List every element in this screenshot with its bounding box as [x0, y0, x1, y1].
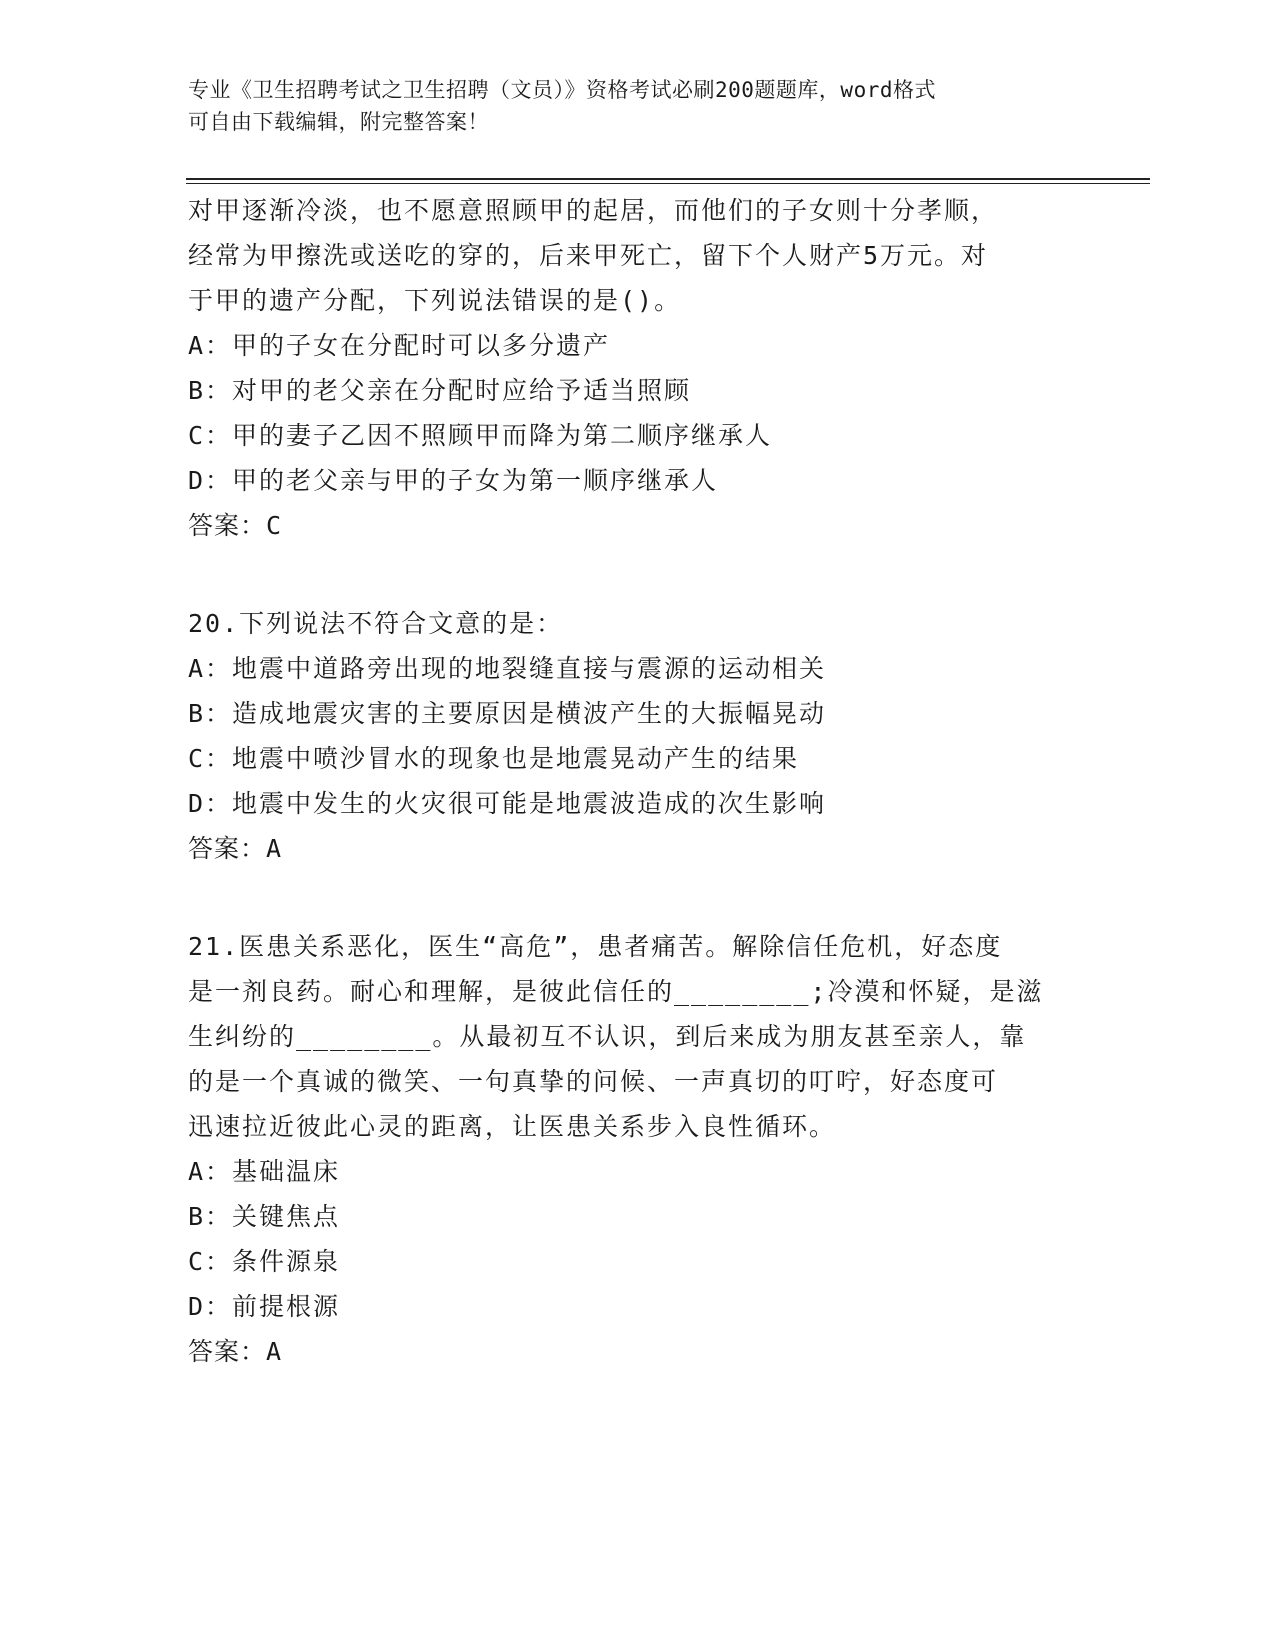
header-line-2: 可自由下载编辑，附完整答案！ — [188, 110, 489, 134]
answer-value: A — [266, 834, 283, 863]
header-rule-thick — [186, 178, 1150, 180]
question-stem-line: 对甲逐渐冷淡，也不愿意照顾甲的起居，而他们的子女则十分孝顺， — [188, 196, 999, 225]
question-20 — [188, 601, 1088, 871]
question-stem-line: 的是一个真诚的微笑、一句真挚的问候、一声真切的叮咛，好态度可 — [188, 1067, 999, 1096]
answer-label: 答案： — [188, 511, 267, 540]
question-stem-line: 20.下列说法不符合文意的是： — [188, 609, 564, 638]
answer-line — [188, 1329, 1088, 1374]
question-21 — [188, 924, 1088, 1374]
option-b: B：造成地震灾害的主要原因是横波产生的大振幅晃动 — [188, 699, 827, 728]
answer-line — [188, 503, 1088, 548]
answer-value: C — [266, 511, 283, 540]
option-a: A：甲的子女在分配时可以多分遗产 — [188, 331, 611, 360]
header-rule-thin — [186, 183, 1150, 184]
header-line-1: 专业《卫生招聘考试之卫生招聘（文员）》资格考试必刷200题题库，word格式 — [188, 78, 936, 102]
question-19 — [188, 188, 1088, 548]
question-stem-line: 于甲的遗产分配，下列说法错误的是()。 — [188, 286, 682, 315]
option-a: A：基础温床 — [188, 1157, 341, 1186]
option-c: C：地震中喷沙冒水的现象也是地震晃动产生的结果 — [188, 744, 800, 773]
option-b: B：对甲的老父亲在分配时应给予适当照顾 — [188, 376, 692, 405]
question-stem-line: 21.医患关系恶化，医生“高危”，患者痛苦。解除信任危机，好态度 — [188, 932, 1003, 961]
answer-label: 答案： — [188, 1337, 267, 1366]
option-a: A：地震中道路旁出现的地裂缝直接与震源的运动相关 — [188, 654, 827, 683]
answer-line — [188, 826, 1088, 871]
option-d: D：前提根源 — [188, 1292, 341, 1321]
option-c: C：条件源泉 — [188, 1247, 341, 1276]
option-d: D：地震中发生的火灾很可能是地震波造成的次生影响 — [188, 789, 827, 818]
page-header — [188, 74, 1088, 138]
question-stem-line: 迅速拉近彼此心灵的距离，让医患关系步入良性循环。 — [188, 1112, 837, 1141]
option-b: B：关键焦点 — [188, 1202, 341, 1231]
question-stem-line: 生纠纷的________。从最初互不认识，到后来成为朋友甚至亲人，靠 — [188, 1022, 1027, 1051]
document-body — [188, 188, 1088, 1374]
question-stem-line: 是一剂良药。耐心和理解，是彼此信任的________;冷漠和怀疑，是滋 — [188, 977, 1044, 1006]
answer-value: A — [266, 1337, 283, 1366]
answer-label: 答案： — [188, 834, 267, 863]
option-c: C：甲的妻子乙因不照顾甲而降为第二顺序继承人 — [188, 421, 773, 450]
option-d: D：甲的老父亲与甲的子女为第一顺序继承人 — [188, 466, 719, 495]
question-stem-line: 经常为甲擦洗或送吃的穿的，后来甲死亡，留下个人财产5万元。对 — [188, 241, 989, 270]
